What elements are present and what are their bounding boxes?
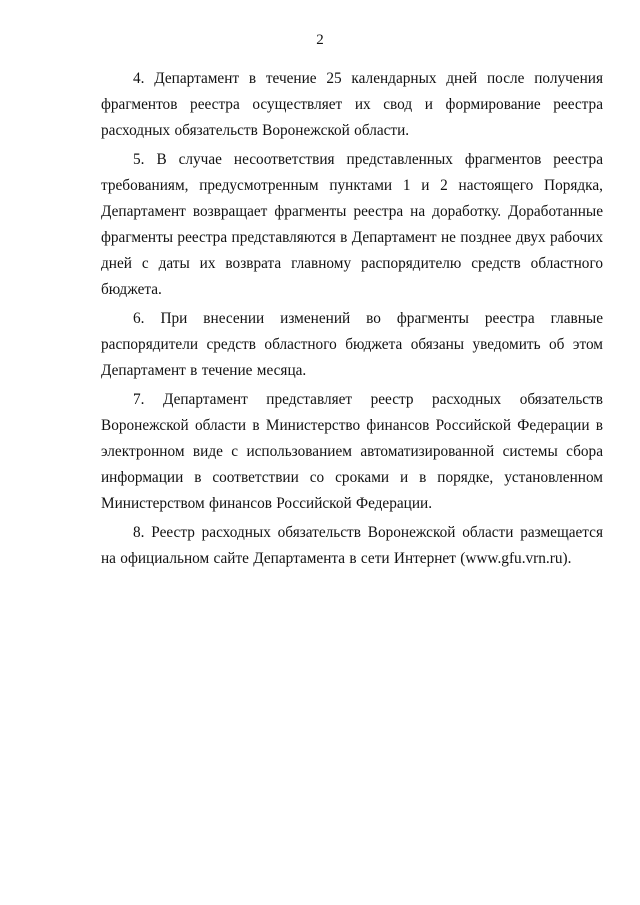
- paragraph-6: 6. При внесении изменений во фрагменты реестра главные распорядители средств областного бюджета обязаны уведомить об этом Департамент в течение месяца.: [101, 310, 603, 379]
- paragraph-7: 7. Департамент представляет реестр расходных обязательств Воронежской области в Министерство финансов Российской Федерации в электронном виде с использованием автоматизированной системы сбора информации в соответствии со сроками и в порядке, установленном Министерством финансов Российской Федерации.: [101, 391, 603, 512]
- paragraph-4: 4. Департамент в течение 25 календарных дней после получения фрагментов реестра осуществляет их свод и формирование реестра расходных обязательств Воронежской области.: [101, 70, 603, 139]
- paragraph-8: 8. Реестр расходных обязательств Воронежской области размещается на официальном сайте Департамента в сети Интернет (www.gfu.vrn.ru).: [101, 524, 603, 567]
- document-body: [101, 66, 603, 572]
- paragraph-5: 5. В случае несоответствия представленных фрагментов реестра требованиям, предусмотренным пунктами 1 и 2 настоящего Порядка, Департамент возвращает фрагменты реестра на доработку. Доработанные фрагменты реестра представляются в Департамент не позднее двух рабочих дней с даты их возврата главному распорядителю средств областного бюджета.: [101, 151, 603, 298]
- page-number: 2: [316, 32, 324, 48]
